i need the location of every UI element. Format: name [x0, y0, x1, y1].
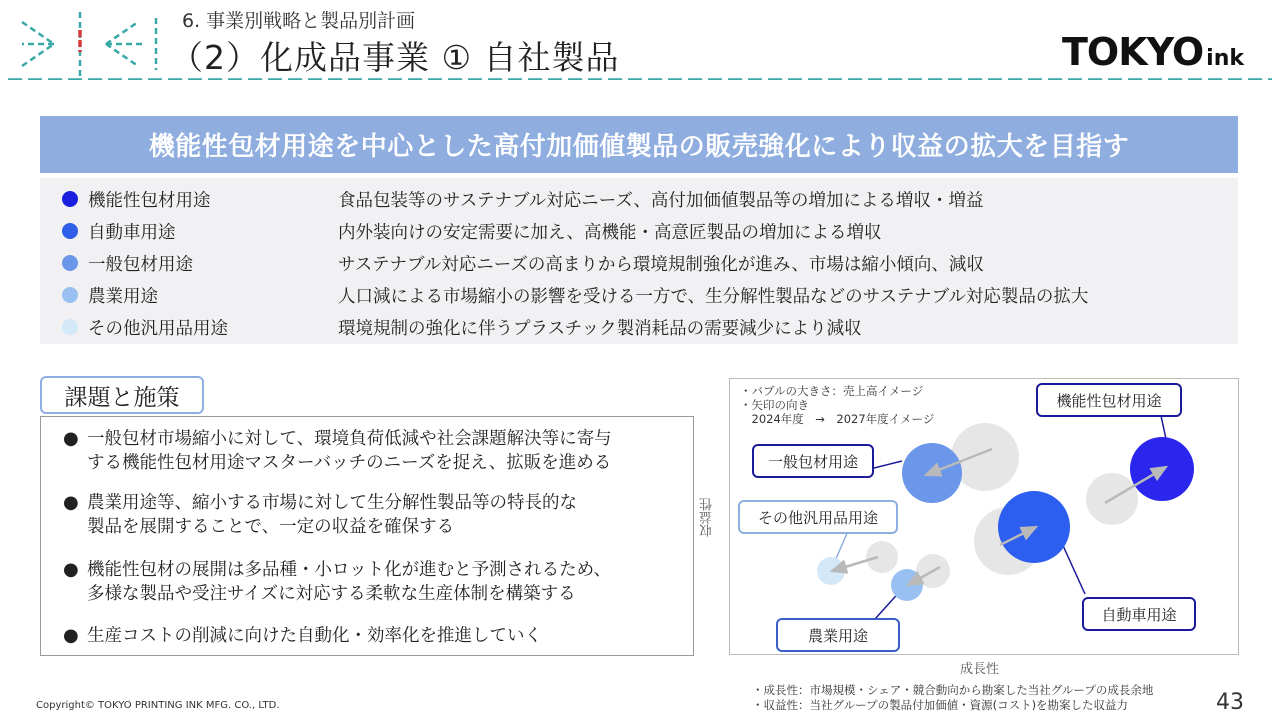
challenge-text: 農業用途等、縮小する市場に対して生分解性製品等の特長的な 製品を展開することで、一定の収益を確保する: [87, 493, 577, 537]
segment-desc: サステナブル対応ニーズの高まりから環境規制強化が進み、市場は縮小傾向、減収: [338, 254, 984, 275]
chart-legend-note: [740, 384, 955, 426]
segment-color-dot: [62, 287, 78, 303]
segment-row: [40, 279, 1238, 311]
label-auto: 自動車用途: [1082, 597, 1196, 631]
x-axis-label: 成長性: [960, 662, 1000, 677]
legend-line: 2024年度 → 2027年度イメージ: [740, 412, 935, 426]
segment-name: 一般包材用途: [88, 254, 193, 275]
segment-desc: 人口減による市場縮小の影響を受ける一方で、生分解性製品などのサステナブル対応製品の拡大: [338, 286, 1089, 307]
segment-name: 機能性包材用途: [88, 190, 211, 211]
segment-desc: 食品包装等のサステナブル対応ニーズ、高付加価値製品等の増加による増収・増益: [338, 190, 984, 211]
bullet-icon: ●: [63, 428, 79, 449]
footnote-profit: ・収益性：当社グループの製品付加価値・資源(コスト)を勘案した収益力: [752, 698, 1129, 712]
segment-color-dot: [62, 319, 78, 335]
section-label: 6. 事業別戦略と製品別計画: [182, 10, 416, 32]
segment-color-dot: [62, 191, 78, 207]
challenge-text: 機能性包材の展開は多品種・小ロット化が進むと予測されるため、 多様な製品や受注サイズに対応する柔軟な生産体制を構築する: [87, 560, 611, 604]
bubble-2027-agri: [891, 569, 923, 601]
label-agri: 農業用途: [776, 618, 900, 652]
header-decoration: [8, 8, 168, 80]
challenges-heading: 課題と施策: [40, 376, 204, 414]
strategy-banner: 機能性包材用途を中心とした高付加価値製品の販売強化により収益の拡大を目指す: [40, 116, 1238, 173]
segment-name: 自動車用途: [88, 222, 176, 243]
logo-main-text: TOKYO: [1062, 30, 1204, 74]
legend-line: ・バブルの大きさ：売上高イメージ: [740, 384, 924, 398]
header-rule: [8, 78, 1272, 80]
challenge-text: 生産コストの削減に向けた自動化・効率化を推進していく: [87, 626, 542, 646]
segment-name: 農業用途: [88, 286, 158, 307]
segment-row: [40, 183, 1238, 215]
company-logo: [1062, 30, 1244, 74]
bubble-2024-other: [866, 541, 898, 573]
challenges-box: [40, 416, 694, 656]
bullet-icon: ●: [63, 625, 79, 646]
bubble-2027-other: [817, 557, 845, 585]
segment-color-dot: [62, 255, 78, 271]
label-other: その他汎用品用途: [738, 500, 898, 534]
bullet-icon: ●: [63, 492, 79, 513]
segment-row: [40, 247, 1238, 279]
footnote-growth: ・成長性：市場規模・シェア・競合動向から勘案した当社グループの成長余地: [752, 683, 1154, 697]
bubble-2024-general: [951, 423, 1019, 491]
callout-connector: [870, 461, 902, 469]
segment-desc: 環境規制の強化に伴うプラスチック製消耗品の需要減少により減収: [338, 318, 862, 339]
label-general: 一般包材用途: [752, 444, 874, 478]
bullet-icon: ●: [63, 559, 79, 580]
page-title: （2）化成品事業 ① 自社製品: [170, 38, 620, 77]
challenge-text: 一般包材市場縮小に対して、環境負荷低減や社会課題解決等に寄与 する機能性包材用途マスターバッチのニーズを捉え、拡販を進める: [87, 429, 612, 473]
y-axis-label: 収益性: [700, 498, 715, 537]
label-functional: 機能性包材用途: [1036, 383, 1182, 417]
segment-color-dot: [62, 223, 78, 239]
segment-row: [40, 215, 1238, 247]
segment-list: [40, 178, 1238, 344]
segment-desc: 内外装向けの安定需要に加え、高機能・高意匠製品の増加による増収: [338, 222, 882, 243]
segment-row: [40, 311, 1238, 343]
segment-name: その他汎用品用途: [88, 318, 228, 339]
legend-line: ・矢印の向き: [740, 398, 809, 412]
copyright: Copyright© TOKYO PRINTING INK MFG. CO., LTD.: [36, 700, 280, 711]
logo-sub-text: ink: [1206, 46, 1244, 71]
page-number: 43: [1216, 690, 1244, 715]
callout-connector: [835, 531, 848, 561]
